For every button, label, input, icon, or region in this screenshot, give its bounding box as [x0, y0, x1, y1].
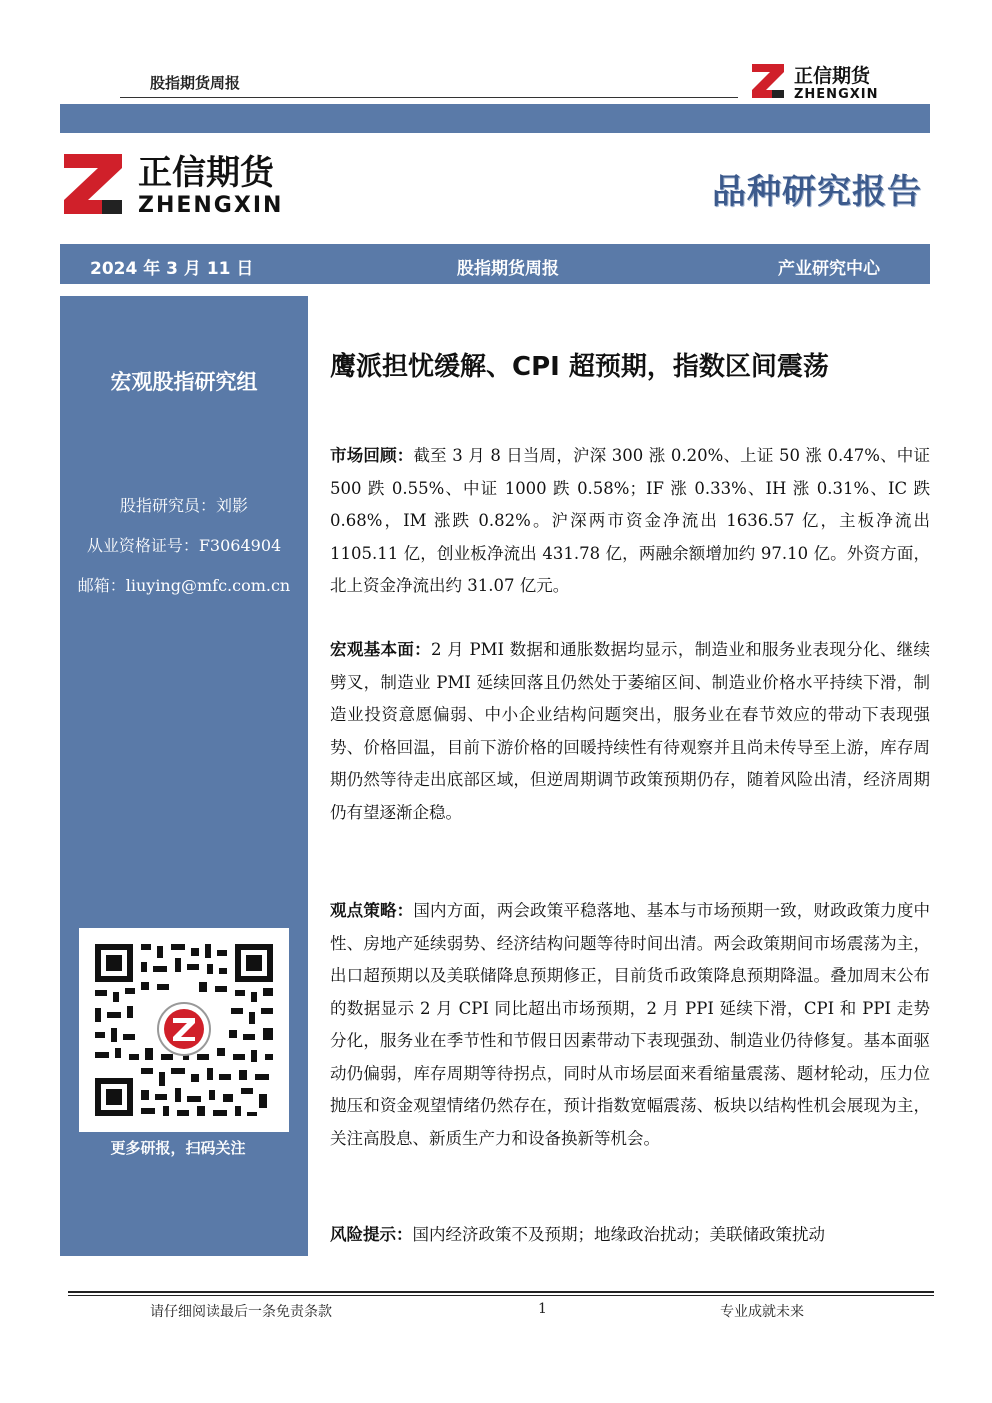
svg-text:正信期货: 正信期货	[794, 65, 871, 87]
info-bar	[60, 244, 930, 284]
section-label: 市场回顾：	[330, 446, 414, 465]
page-number: 1	[538, 1301, 547, 1317]
header-band	[60, 104, 930, 133]
running-header-title: 股指期货周报	[150, 74, 241, 92]
zhengxin-logo-large-icon	[62, 150, 312, 218]
section-text: 截至 3 月 8 日当周，沪深 300 涨 0.20%、上证 50 涨 0.47%、中证 500 跌 0.55%、中证 1000 跌 0.58%；IF 涨 0.33%、IH 涨 0.31%、IC 跌 0.68%，IM 涨跌 0.82%。沪深两市资金净流出 1636.57 亿，主板净流出 1105.11 亿，创业板净流出 431.78 亿，两融余额增加约 97.10 亿。外资方面，北上资金净流出约 31.07 亿元。	[330, 446, 930, 595]
footer-rule	[68, 1291, 934, 1293]
section-text: 国内方面，两会政策平稳落地、基本与市场预期一致，财政政策力度中性、房地产延续弱势、经济结构问题等待时间出清。两会政策期间市场震荡为主，出口超预期以及美联储降息预期修正，目前货币政策降息预期降温。叠加周末公布的数据显示 2 月 CPI 同比超出市场预期，2 月 PPI 延续下滑，CPI 和 PPI 走势分化，服务业在季节性和节假日因素带动下表现强劲、制造业仍待修复。基本面驱动仍偏弱，库存周期等待拐点，同时从市场层面来看缩量震荡、题材轮动，压力位抛压和资金观望情绪仍然存在，预计指数宽幅震荡、板块以结构性机会展现为主，关注高股息、新质生产力和设备换新等机会。	[330, 901, 931, 1148]
section-label: 宏观基本面：	[330, 640, 431, 659]
header-rule	[120, 97, 738, 98]
brand-logo-small	[748, 60, 898, 102]
section-strategy	[330, 895, 930, 1155]
report-department: 产业研究中心	[778, 259, 880, 279]
svg-text:ZHENGXIN: ZHENGXIN	[138, 193, 284, 218]
footer-slogan: 专业成就未来	[720, 1304, 804, 1320]
qr-code-icon	[79, 928, 289, 1132]
section-text: 国内经济政策不及预期；地缘政治扰动；美联储政策扰动	[412, 1225, 825, 1244]
section-market-review	[330, 440, 930, 603]
report-date: 2024 年 3 月 11 日	[90, 259, 254, 279]
report-headline: 鹰派担忧缓解、CPI 超预期，指数区间震荡	[330, 352, 829, 382]
section-text: 2 月 PMI 数据和通胀数据均显示，制造业和服务业表现分化、继续劈叉，制造业 PMI 延续回落且仍然处于萎缩区间、制造业价格水平持续下滑，制造业投资意愿偏弱、中小企业结构问题突出，服务业在春节效应的带动下表现强势、价格回温，目前下游价格的回暖持续性有待观察并且尚未传导至上游，库存周期仍然等待走出底部区域，但逆周期调节政策预期仍存，随着风险出清，经济周期仍有望逐渐企稳。	[330, 640, 931, 822]
svg-text:正信期货: 正信期货	[138, 153, 274, 193]
report-category: 股指期货周报	[457, 259, 559, 279]
research-group: 宏观股指研究组	[110, 370, 258, 394]
footer-rule-thin	[68, 1295, 934, 1296]
section-label: 风险提示：	[330, 1225, 413, 1244]
qr-caption: 更多研报，扫码关注	[110, 1139, 246, 1157]
section-risk	[330, 1219, 930, 1252]
zhengxin-logo-icon	[748, 60, 898, 102]
qr-code[interactable]	[79, 928, 289, 1132]
section-label: 观点策略：	[330, 901, 414, 920]
footer-disclaimer[interactable]: 请仔细阅读最后一条免责条款	[150, 1304, 332, 1320]
sidebar	[60, 296, 308, 1256]
email-address[interactable]: 邮箱：liuying@mfc.com.cn	[77, 576, 291, 595]
researcher-name: 股指研究员：刘影	[119, 496, 248, 515]
brand-logo-large	[62, 150, 312, 218]
report-type-title: 品种研究报告	[712, 172, 922, 212]
svg-text:ZHENGXIN: ZHENGXIN	[794, 87, 879, 102]
license-number: 从业资格证号：F3064904	[86, 536, 282, 555]
section-macro-fundamentals	[330, 634, 930, 829]
